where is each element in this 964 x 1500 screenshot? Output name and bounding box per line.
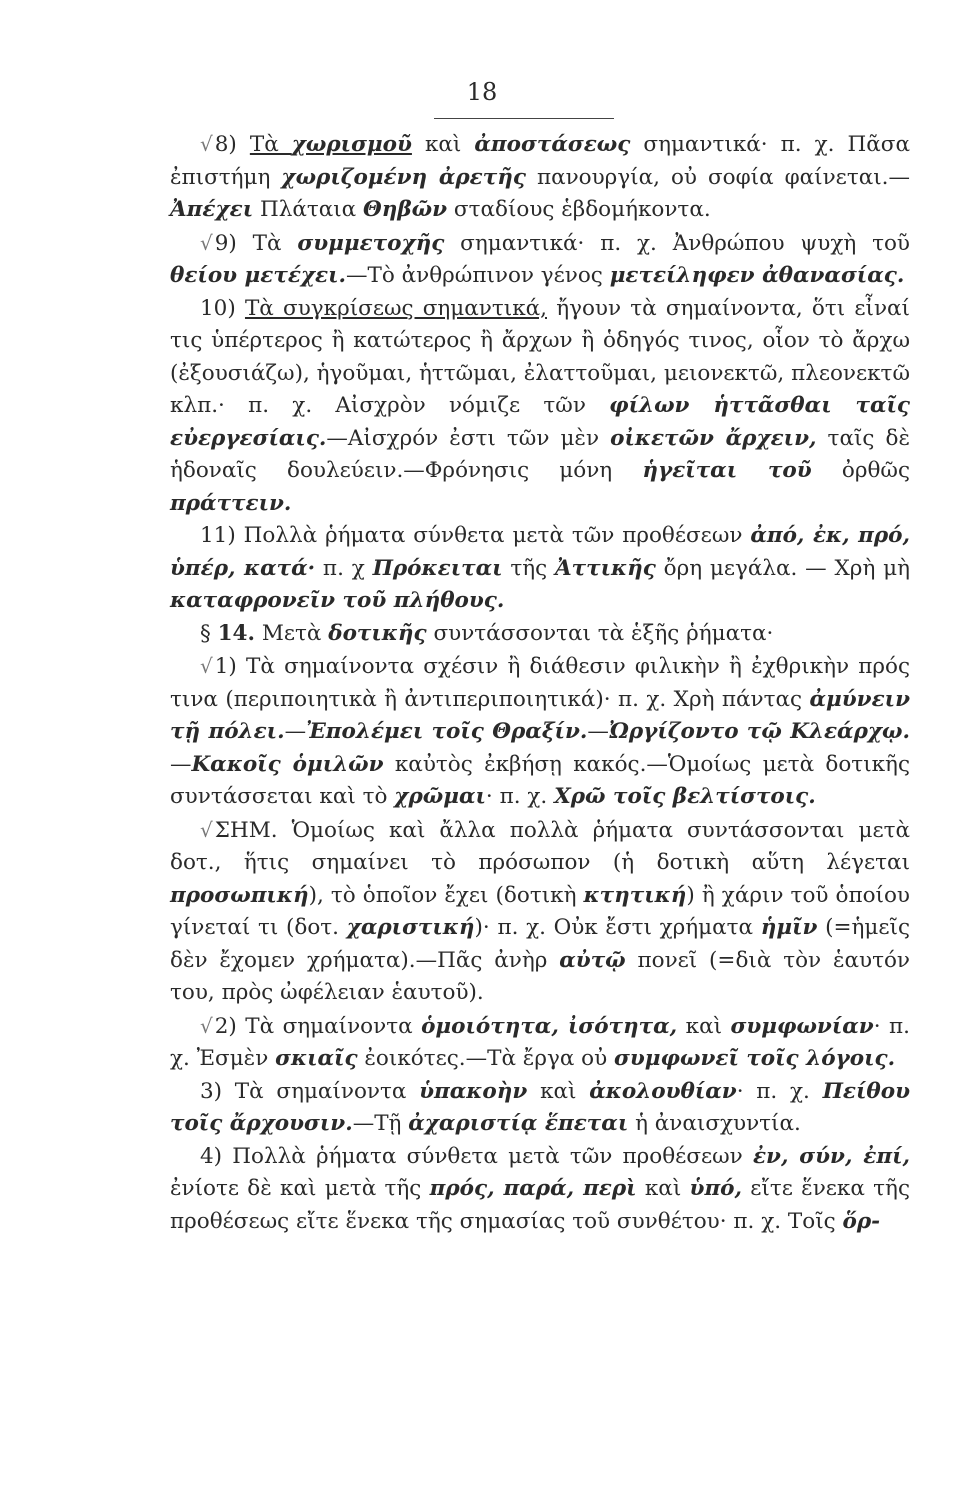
paragraph-14-2: √2) Τὰ σημαίνοντα ὁμοιότητα, ἰσότητα, καὶ συμφωνίαν· π. χ. Ἐσμὲν σκιαῖς ἐοικότες.—Τὰ ἔργα οὐ συμφωνεῖ τοῖς λόγοις.: [170, 1013, 910, 1071]
check-mark-icon: √: [200, 1013, 213, 1038]
note-paragraph: √ΣΗΜ. Ὁμοίως καὶ ἄλλα πολλὰ ῥήματα συντάσσονται μετὰ δοτ., ἥτις σημαίνει τὸ πρόσωπον (ἡ δοτικὴ αὕτη λέγεται προσωπική), τὸ ὁποῖον ἔχει (δοτικὴ κτητική) ἢ χάριν τοῦ ὁποίου γίνεταί τι (δοτ. χαριστική)· π. χ. Οὐκ ἔστι χρήματα ἡμῖν (=ἡμεῖς δὲν ἔχομεν χρήματα).—Πᾶς ἀνὴρ αὐτῷ πονεῖ (=διὰ τὸν ἑαυτόν του, πρὸς ὠφέλειαν ἑαυτοῦ).: [170, 817, 911, 1005]
section-14-heading: § 14. Μετὰ δοτικῆς συντάσσονται τὰ ἑξῆς ῥήματα·: [200, 620, 774, 646]
check-mark-icon: √: [200, 132, 213, 156]
page-number-rule: [434, 118, 614, 119]
check-mark-icon: √: [200, 654, 213, 678]
check-mark-icon: √: [200, 817, 213, 842]
paragraph-10: 10) Τὰ συγκρίσεως σημαντικά, ἤγουν τὰ σημαίνοντα, ὅτι εἶναί τις ὑπέρτερος ἢ κατώτερος ἢ ἄρχων ἢ ὁδηγός τινος, οἷον τὸ ἄρχω (ἐξουσιάζω), ἡγοῦμαι, ἡττῶμαι, ἐλαττοῦμαι, μειονεκτῶ, πλεονεκτῶ κλπ.· π. χ. Αἰσχρὸν νόμιζε τῶν φίλων ἡττᾶσθαι ταῖς εὐεργεσίαις.—Αἰσχρόν ἐστι τῶν μὲν οἰκετῶν ἄρχειν, ταῖς δὲ ἡδοναῖς δουλεύειν.—Φρόνησις μόνη ἡγεῖται τοῦ ὀρθῶς πράττειν.: [170, 295, 910, 516]
paragraph-14-3: 3) Τὰ σημαίνοντα ὑπακοὴν καὶ ἀκολουθίαν· π. χ. Πείθου τοῖς ἄρχουσιν.—Τῇ ἀχαριστίᾳ ἕπεται ἡ ἀναισχυντία.: [170, 1078, 910, 1136]
check-mark-icon: √: [200, 230, 213, 255]
paragraph-8: √8) Τὰ χωρισμοῦ καὶ ἀποστάσεως σημαντικά· π. χ. Πᾶσα ἐπιστήμη χωριζομένη ἀρετῆς πανουργία, οὐ σοφία φαίνεται.—Ἀπέχει Πλάταια Θηβῶν σταδίους ἑβδομήκοντα.: [170, 132, 910, 222]
paragraph-14-4: 4) Πολλὰ ῥήματα σύνθετα μετὰ τῶν προθέσεων ἐν, σύν, ἐπί, ἐνίοτε δὲ καὶ μετὰ τῆς πρός, παρά, περὶ καὶ ὑπό, εἴτε ἕνεκα τῆς προθέσεως εἴτε ἕνεκα τῆς σημασίας τοῦ συνθέτου· π. χ. Τοῖς ὅρ-: [170, 1143, 911, 1234]
paragraph-11: 11) Πολλὰ ῥήματα σύνθετα μετὰ τῶν προθέσεων ἀπό, ἐκ, πρό, ὑπέρ, κατά· π. χ Πρόκειται τῆς Ἀττικῆς ὄρη μεγάλα. — Χρὴ μὴ καταφρονεῖν τοῦ πλήθους.: [170, 523, 910, 613]
paragraph-9: √9) Τὰ συμμετοχῆς σημαντικά· π. χ. Ἀνθρώπου ψυχὴ τοῦ θείου μετέχει.—Τὸ ἀνθρώπινον γένος μετείληφεν ἀθανασίας.: [170, 230, 910, 288]
paragraph-14-1: √1) Τὰ σημαίνοντα σχέσιν ἢ διάθεσιν φιλικὴν ἢ ἐχθρικὴν πρός τινα (περιποιητικὰ ἢ ἀντιπεριποιητικά)· π. χ. Χρὴ πάντας ἀμύνειν τῇ πόλει.—Ἐπολέμει τοῖς Θραξίν.—Ὠργίζοντο τῷ Κλεάρχῳ.—Κακοῖς ὁμιλῶν καὐτὸς ἐκβήσῃ κακός.—Ὁμοίως μετὰ δοτικῆς συντάσσεται καὶ τὸ χρῶμαι· π. χ. Χρῶ τοῖς βελτίστοις.: [170, 654, 910, 809]
page-number: 18: [466, 78, 498, 106]
body-text: [170, 128, 910, 1238]
